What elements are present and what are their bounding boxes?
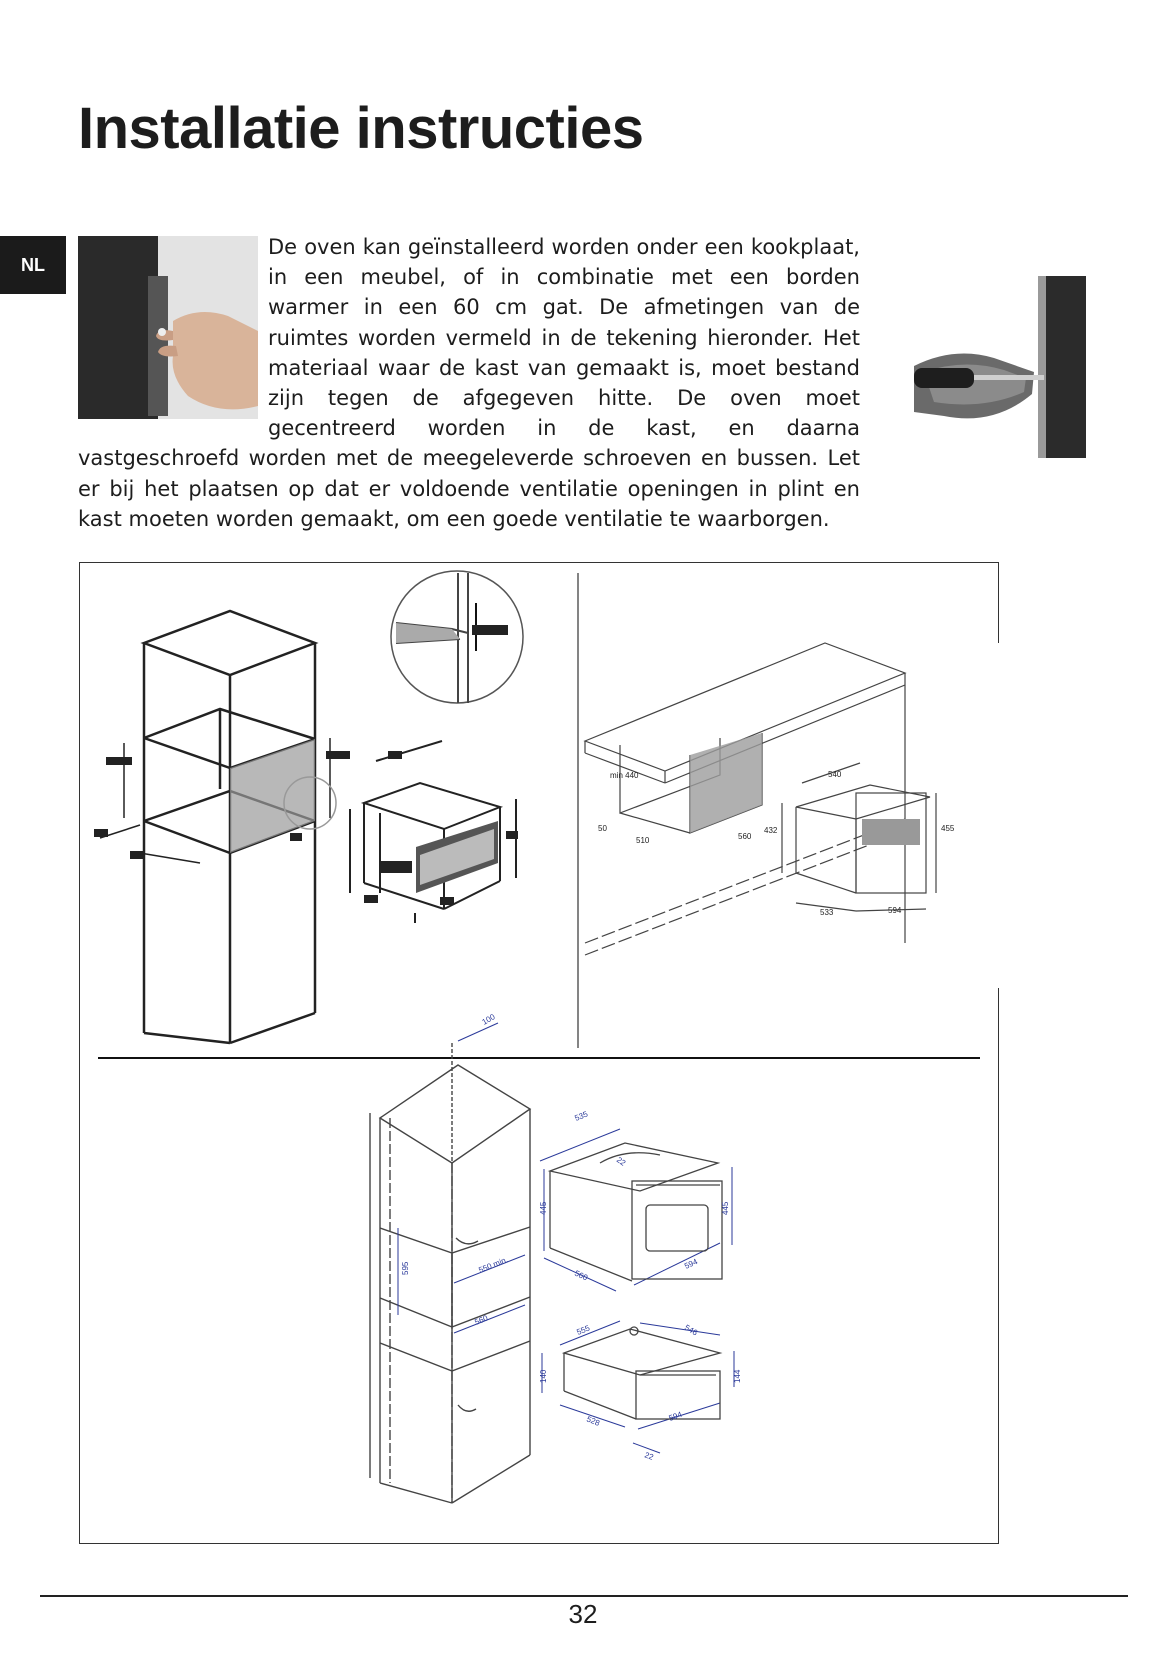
dim-top-depth: 100 (480, 1012, 497, 1027)
intro-text: De oven kan geïnstalleerd worden onder een kookplaat, in een meubel, of in combinatie met een borden warmer in een 60 cm gat. De afmetingen van de ruimtes worden vermeld in de tekening hieronder. Het materiaal waar de kast van gemaakt is, moet bestand zijn tegen de afgegeven hitte. De oven moet gecentreerd worden in de kast, en daarna vastgeschroefd worden met de meegeleverde schroeven en bussen. Let er bij het plaatsen op dat er voldoende ventilatie openingen in plint en kast moeten worden gemaakt, om een goede ventilatie te waarborgen. (78, 235, 860, 531)
dim-width-front: 594 (888, 906, 902, 915)
dimension-lines-blue (398, 1023, 734, 1453)
installation-drawing (79, 562, 999, 1544)
dim-depth-front: 50 (598, 824, 607, 833)
dim-oven-width: 560 (573, 1268, 590, 1283)
dim-niche-width: 560 (473, 1313, 490, 1327)
dim-width-inner: 560 (738, 832, 752, 841)
photo-screwdriver-fixing (914, 276, 1086, 458)
dim-width-top: 540 (828, 770, 842, 779)
dim-oven-inner: 22 (614, 1155, 628, 1168)
page-number: 32 (568, 1599, 598, 1629)
dim-min-height: min 440 (610, 771, 639, 780)
dim-drawer-front: 594 (667, 1409, 684, 1423)
page-title: Installatie instructies (78, 96, 644, 161)
dim-oven-height-right: 445 (721, 1201, 730, 1215)
tall-cabinet (370, 1043, 530, 1503)
dim-niche-height: 595 (401, 1261, 410, 1275)
photo-hand-oven-door (78, 236, 258, 419)
dim-drawer-offset: 22 (643, 1450, 655, 1462)
dim-drawer-height-left: 140 (539, 1369, 548, 1383)
dim-depth-oven: 533 (820, 908, 834, 917)
dim-drawer-width: 528 (585, 1414, 602, 1428)
dim-height-oven: 432 (764, 826, 778, 835)
installation-drawing-svg (80, 563, 1000, 1545)
dim-drawer-top: 546 (683, 1322, 700, 1338)
dim-niche-depth: 550 min. (477, 1255, 510, 1275)
dim-depth-base: 510 (636, 836, 650, 845)
dim-oven-height-left: 445 (539, 1201, 548, 1215)
dim-height-front: 455 (941, 824, 955, 833)
dim-oven-front: 594 (683, 1257, 699, 1271)
dim-drawer-height-right: 144 (733, 1369, 742, 1383)
drawer-front-view (564, 1327, 720, 1419)
intro-paragraph (78, 232, 860, 534)
dim-oven-depth: 535 (573, 1109, 590, 1123)
dim-drawer-depth: 555 (575, 1323, 592, 1337)
language-tab: NL (0, 236, 66, 294)
